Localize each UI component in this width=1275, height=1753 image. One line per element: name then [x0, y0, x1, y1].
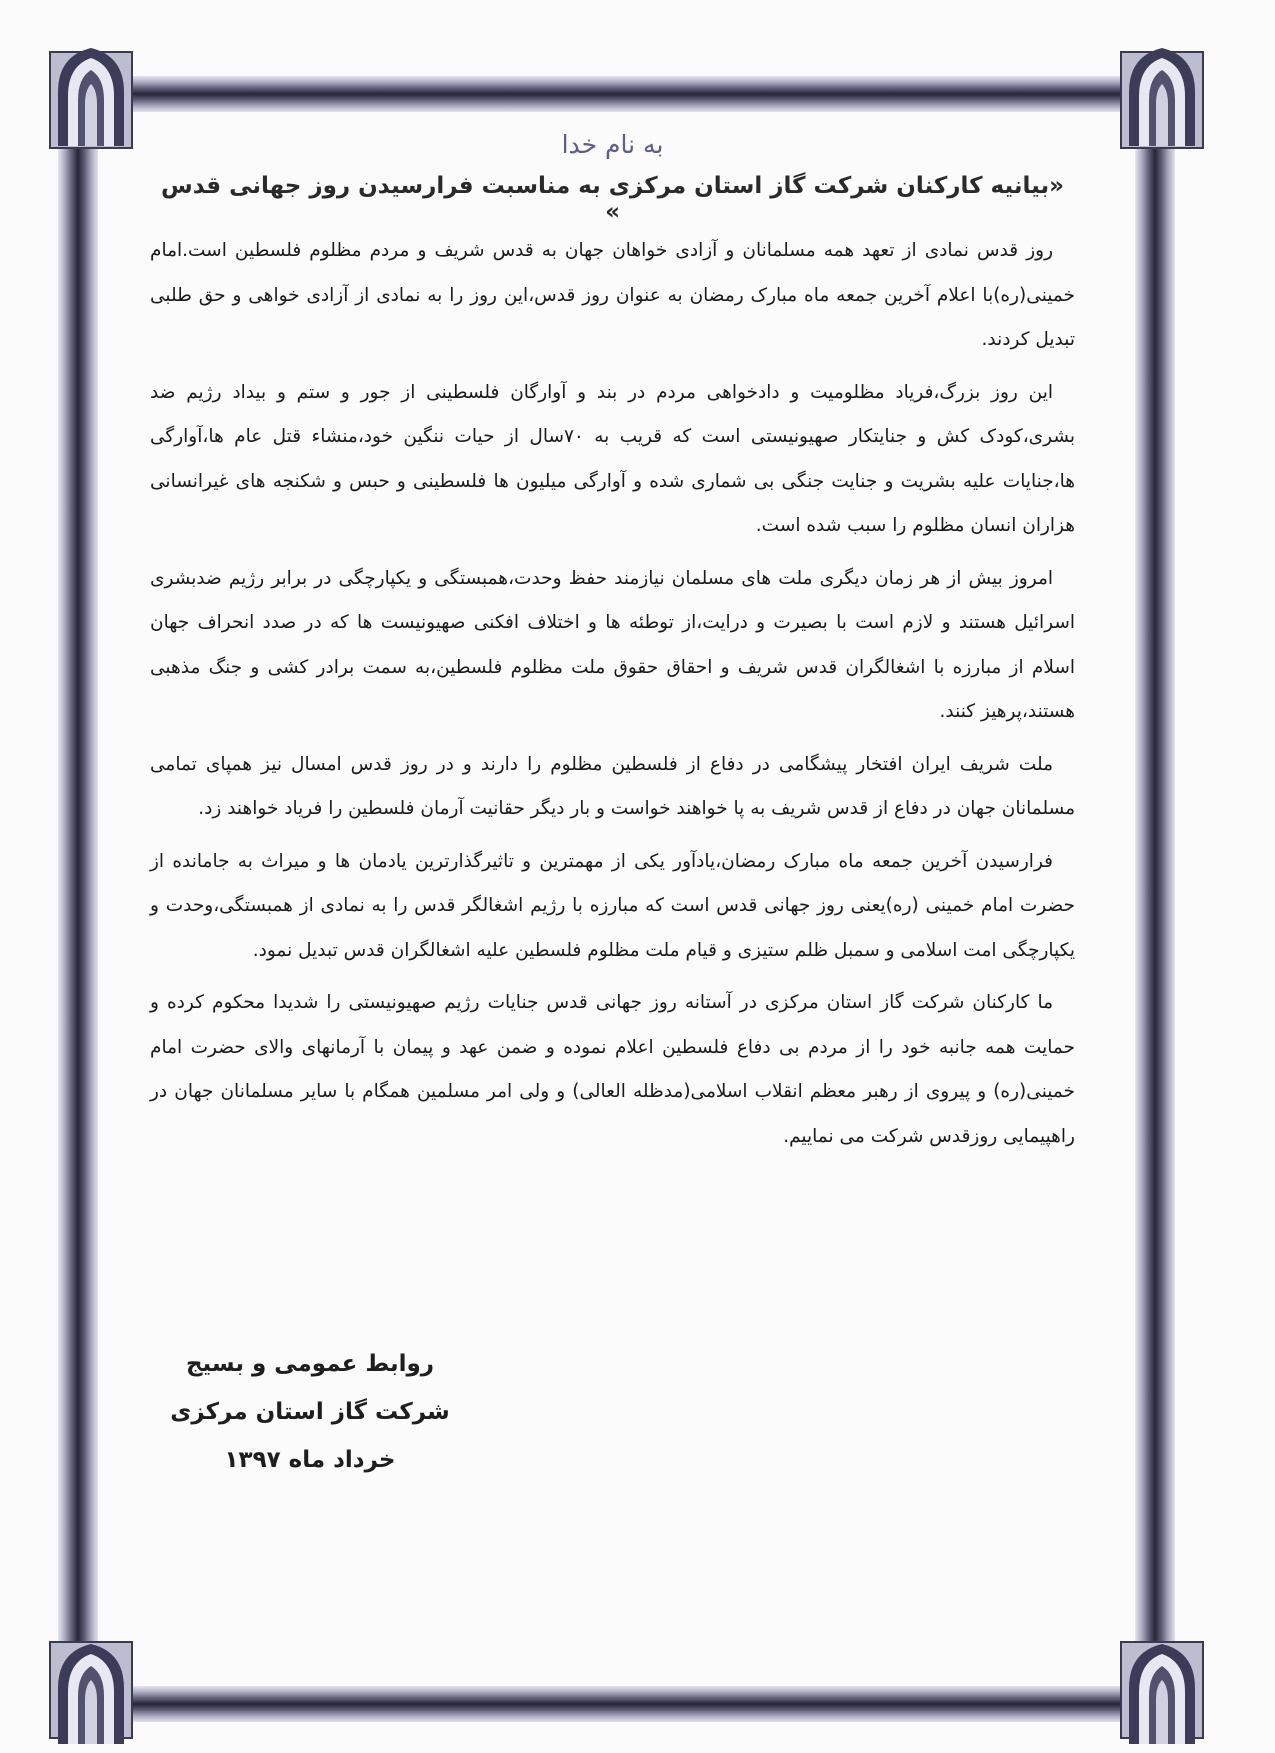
frame-right-bar — [1135, 76, 1175, 1722]
paragraph-3: امروز بیش از هر زمان دیگری ملت های مسلمان نیازمند حفظ وحدت،همبستگی و یکپارچگی در برابر رژیم ضدبشری اسرائیل هستند و لازم است با بصیرت و درایت،از توطئه ها و اختلاف افکنی صهیونیست ها که در صدد انحراف جهان اسلام از مبارزه با اشغالگران قدس شریف و احقاق حقوق ملت مظلوم فلسطین،به سمت برادر کشی و جنگ مذهبی هستند،پرهیز کنند. — [150, 567, 1075, 722]
signature-date: خرداد ماه ۱۳۹۷ — [224, 1447, 396, 1473]
paragraph-6: ما کارکنان شرکت گاز استان مرکزی در آستانه روز جهانی قدس جنایات رژیم صهیونیستی را شدیدا محکوم کرده و حمایت همه جانبه خود را از مردم بی دفاع فلسطین اعلام نموده و ضمن عهد و پیمان با آرمانهای والای حضرت امام خمینی(ره) و پیروی از رهبر معظم انقلاب اسلامی(مدظله العالی) و ولی امر مسلمین همگام با سایر مسلمانان جهان در راهپیمایی روزقدس شرکت می نماییم. — [150, 992, 1075, 1147]
signature-company: شرکت گاز استان مرکزی — [170, 1399, 450, 1425]
paragraph-5: فرارسیدن آخرین جمعه ماه مبارک رمضان،یادآور یکی از مهمترین و تاثیرگذارترین یادمان ها و میراث به جامانده از حضرت امام خمینی (ره)یعنی روز جهانی قدس است که مبارزه با رژیم اشغالگر قدس را به نمادی از همبستگی،وحدت و یکپارچگی امت اسلامی و سمبل ظلم ستیزی و قیام ملت مظلوم فلسطین علیه اشغالگران قدس تبدیل نمود. — [150, 850, 1075, 961]
frame-top-bar — [60, 76, 1150, 112]
arch-ornament-icon — [48, 1640, 134, 1750]
bismillah-heading: به نام خدا — [561, 130, 664, 159]
signature-department: روابط عمومی و بسیج — [185, 1351, 435, 1377]
paragraph-1: روز قدس نمادی از تعهد همه مسلمانان و آزادی خواهان جهان به قدس شریف و مردم مظلوم فلسطین است.امام خمینی(ره)با اعلام آخرین جمعه ماه مبارک رمضان به عنوان روز قدس،این روز را به نمادی از آزادی خواهی و حق طلبی تبدیل کردند. — [150, 240, 1075, 350]
paragraph-4: ملت شریف ایران افتخار پیشگامی در دفاع از فلسطین مظلوم را دارند و در روز قدس امسال نیز همپای تمامی مسلمانان جهان در دفاع از قدس شریف به پا خواهند خواست و بار دیگر حقانیت آرمان فلسطین را فریاد خواهند زد. — [150, 753, 1075, 819]
arch-ornament-icon — [1119, 1640, 1205, 1750]
statement-title: «بیانیه کارکنان شرکت گاز استان مرکزی به مناسبت فرارسیدن روز جهانی قدس » — [160, 173, 1064, 225]
signature-block — [80, 1340, 540, 1484]
arch-ornament-icon — [48, 40, 134, 150]
frame-bottom-bar — [60, 1686, 1150, 1722]
paragraph-2: این روز بزرگ،فریاد مظلومیت و دادخواهی مردم در بند و آوارگان فلسطینی از جور و ستم و بیداد رژیم ضد بشری،کودک کش و جنایتکار صهیونیستی است که قریب به ۷۰سال از حیات ننگین خود،منشاء قتل عام ها،آوارگی ها،جنایات علیه بشریت و جنایت جنگی بی شماری شده و آوارگی میلیون ها فلسطینی و حبس و شکنجه های غیرانسانی هزاران انسان مظلوم را سبب شده است. — [150, 381, 1076, 536]
arch-ornament-icon — [1119, 40, 1205, 150]
